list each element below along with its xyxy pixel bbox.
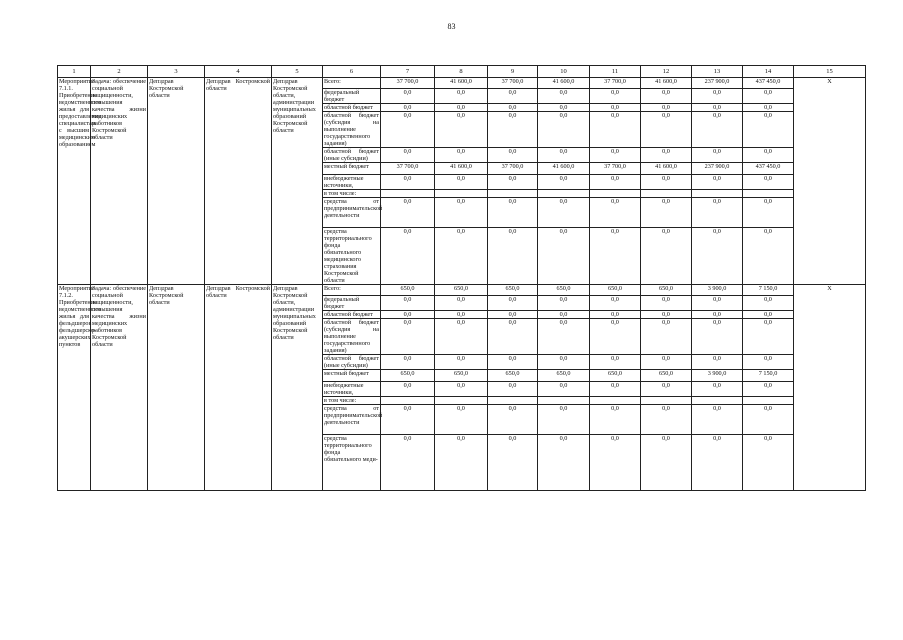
amount-cell: 0,0 (692, 175, 743, 190)
amount-cell: 0,0 (488, 89, 538, 104)
amount-cell (641, 397, 692, 405)
amount-cell: 237 900,0 (692, 163, 743, 175)
amount-cell: 0,0 (641, 104, 692, 112)
amount-cell: 0,0 (488, 319, 538, 355)
amount-cell (641, 190, 692, 198)
amount-cell (538, 190, 590, 198)
amount-cell: 3 900,0 (692, 285, 743, 296)
amount-cell: 0,0 (743, 296, 794, 311)
column-header: 9 (488, 66, 538, 78)
amount-cell: 237 900,0 (692, 78, 743, 89)
amount-cell: 0,0 (435, 112, 488, 148)
column-header: 3 (148, 66, 205, 78)
amount-cell: 0,0 (381, 148, 435, 163)
amount-cell: 0,0 (743, 89, 794, 104)
amount-cell: 0,0 (743, 382, 794, 397)
column-header: 8 (435, 66, 488, 78)
amount-cell: 0,0 (381, 435, 435, 491)
column-header: 6 (323, 66, 381, 78)
amount-cell: 0,0 (538, 148, 590, 163)
amount-cell (743, 190, 794, 198)
funding-source-label: местный бюджет (323, 370, 381, 382)
amount-cell: 0,0 (641, 405, 692, 435)
amount-cell: 0,0 (590, 382, 641, 397)
amount-cell: 0,0 (435, 89, 488, 104)
program-table (57, 65, 866, 491)
amount-cell: 0,0 (435, 228, 488, 285)
funding-source-label: местный бюджет (323, 163, 381, 175)
amount-cell: 41 600,0 (538, 163, 590, 175)
indicator-mark: X (794, 285, 866, 491)
task-description: Задача: обеспечение социальной защищенности, повышения качества жизни медицинских работников Костромской области (91, 78, 148, 285)
amount-cell: 650,0 (538, 370, 590, 382)
amount-cell: 0,0 (538, 104, 590, 112)
funding-source-label: средства от предпринимательской деятельности (323, 198, 381, 228)
amount-cell: 0,0 (538, 405, 590, 435)
funding-source-label: областной бюджет (субсидия на выполнение государственного задания) (324, 112, 379, 147)
amount-cell: 7 150,0 (743, 285, 794, 296)
amount-cell: 0,0 (743, 104, 794, 112)
amount-cell (743, 397, 794, 405)
amount-cell: 0,0 (488, 355, 538, 370)
amount-cell: 0,0 (538, 198, 590, 228)
amount-cell: 0,0 (488, 148, 538, 163)
amount-cell (435, 397, 488, 405)
amount-cell: 0,0 (590, 405, 641, 435)
amount-cell: 0,0 (590, 319, 641, 355)
amount-cell: 0,0 (435, 198, 488, 228)
amount-cell: 0,0 (381, 175, 435, 190)
column-header: 15 (794, 66, 866, 78)
amount-cell: 650,0 (435, 285, 488, 296)
amount-cell (381, 397, 435, 405)
table-row (58, 78, 866, 89)
amount-cell (692, 190, 743, 198)
amount-cell: 0,0 (538, 228, 590, 285)
funding-source-label: областной бюджет (323, 311, 381, 319)
amount-cell: 0,0 (692, 382, 743, 397)
funding-source-label: средства от предпринимательской деятельности (323, 405, 381, 435)
funding-source-label: внебюджетные источники, (323, 382, 381, 397)
amount-cell: 0,0 (692, 112, 743, 148)
amount-cell: 0,0 (743, 228, 794, 285)
amount-cell: 0,0 (641, 228, 692, 285)
measure-name: Мероприятие 7.1.1. Приобретение ведомственного жилья для предоставления специалистам с высшим медицинским образованием (58, 78, 91, 285)
column-header: 5 (272, 66, 323, 78)
amount-cell: 0,0 (641, 198, 692, 228)
column-header: 12 (641, 66, 692, 78)
amount-cell: 0,0 (381, 405, 435, 435)
amount-cell: 0,0 (590, 296, 641, 311)
amount-cell: 650,0 (381, 370, 435, 382)
amount-cell: 0,0 (381, 311, 435, 319)
amount-cell: 0,0 (488, 175, 538, 190)
amount-cell: 41 600,0 (538, 78, 590, 89)
column-header: 10 (538, 66, 590, 78)
amount-cell (488, 397, 538, 405)
amount-cell: 650,0 (641, 370, 692, 382)
amount-cell: 0,0 (538, 89, 590, 104)
amount-cell: 0,0 (692, 104, 743, 112)
amount-cell: 0,0 (590, 311, 641, 319)
task-description: Задача: обеспечение социальной защищенности, повышения качества жизни медицинских работников Костромской области (91, 285, 148, 491)
column-header: 4 (205, 66, 272, 78)
amount-cell: 0,0 (538, 175, 590, 190)
column-header: 14 (743, 66, 794, 78)
amount-cell: 41 600,0 (435, 163, 488, 175)
amount-cell: 0,0 (488, 198, 538, 228)
amount-cell: 37 700,0 (381, 78, 435, 89)
amount-cell: 0,0 (435, 405, 488, 435)
amount-cell: 650,0 (538, 285, 590, 296)
measure-name: Мероприятие 7.1.2. Приобретение ведомственного жилья для фельдшеров фельдшерско-акушерских пунктов (58, 285, 91, 491)
amount-cell: 0,0 (743, 311, 794, 319)
amount-cell: 37 700,0 (590, 78, 641, 89)
amount-cell (590, 397, 641, 405)
funding-source-label: областной бюджет (иные субсидии) (324, 148, 379, 162)
amount-cell: 0,0 (381, 104, 435, 112)
participants: Депздрав Костромской области, администрации муниципальных образований Костромской области (272, 78, 323, 285)
amount-cell: 0,0 (641, 175, 692, 190)
amount-cell: 0,0 (538, 382, 590, 397)
amount-cell: 0,0 (641, 112, 692, 148)
amount-cell: 0,0 (692, 435, 743, 491)
amount-cell: 0,0 (641, 148, 692, 163)
amount-cell: 0,0 (743, 319, 794, 355)
amount-cell: 0,0 (538, 296, 590, 311)
amount-cell (381, 190, 435, 198)
amount-cell: 0,0 (435, 148, 488, 163)
amount-cell: 0,0 (590, 435, 641, 491)
amount-cell: 650,0 (488, 285, 538, 296)
amount-cell: 0,0 (641, 296, 692, 311)
amount-cell: 0,0 (488, 311, 538, 319)
amount-cell (538, 397, 590, 405)
amount-cell: 0,0 (590, 104, 641, 112)
page-number: 83 (447, 22, 456, 31)
amount-cell: 0,0 (743, 148, 794, 163)
column-header: 11 (590, 66, 641, 78)
amount-cell: 0,0 (743, 175, 794, 190)
amount-cell: 0,0 (590, 112, 641, 148)
funding-source-label: федеральный бюджет (323, 89, 381, 104)
responsible-executor: Депздрав Костромской области (148, 78, 205, 285)
amount-cell: 0,0 (743, 112, 794, 148)
amount-cell: 437 450,0 (743, 163, 794, 175)
amount-cell: 0,0 (590, 175, 641, 190)
funding-source-label: областной бюджет (субсидия на выполнение государственного задания) (324, 319, 379, 354)
amount-cell: 650,0 (641, 285, 692, 296)
amount-cell: 7 150,0 (743, 370, 794, 382)
amount-cell: 0,0 (435, 175, 488, 190)
amount-cell: 0,0 (743, 435, 794, 491)
amount-cell: 0,0 (641, 355, 692, 370)
amount-cell: 0,0 (381, 355, 435, 370)
table-row (58, 285, 866, 296)
amount-cell: 650,0 (488, 370, 538, 382)
amount-cell: 0,0 (538, 355, 590, 370)
amount-cell: 0,0 (743, 198, 794, 228)
amount-cell: 0,0 (641, 435, 692, 491)
co-executor: Депздрав Костромской области (205, 78, 272, 285)
amount-cell: 0,0 (692, 148, 743, 163)
funding-source-label: Всего: (323, 78, 381, 89)
amount-cell: 0,0 (435, 311, 488, 319)
co-executor: Депздрав Костромской области (205, 285, 272, 491)
amount-cell: 0,0 (381, 89, 435, 104)
amount-cell: 0,0 (488, 228, 538, 285)
participants: Депздрав Костромской области, администрации муниципальных образований Костромской области (272, 285, 323, 491)
funding-source-label: средства территориального фонда обязательного медицинского страхования Костромской области (323, 228, 381, 285)
amount-cell: 0,0 (435, 319, 488, 355)
amount-cell (488, 190, 538, 198)
amount-cell: 0,0 (435, 435, 488, 491)
amount-cell: 41 600,0 (641, 163, 692, 175)
amount-cell (692, 397, 743, 405)
amount-cell: 0,0 (381, 112, 435, 148)
amount-cell: 0,0 (641, 311, 692, 319)
amount-cell: 0,0 (590, 148, 641, 163)
column-header: 1 (58, 66, 91, 78)
amount-cell: 0,0 (381, 228, 435, 285)
amount-cell: 37 700,0 (590, 163, 641, 175)
amount-cell: 0,0 (488, 104, 538, 112)
amount-cell: 0,0 (538, 319, 590, 355)
amount-cell: 0,0 (435, 355, 488, 370)
amount-cell: 650,0 (435, 370, 488, 382)
amount-cell: 0,0 (641, 319, 692, 355)
amount-cell: 0,0 (692, 311, 743, 319)
amount-cell (435, 190, 488, 198)
amount-cell: 0,0 (381, 382, 435, 397)
funding-source-label: внебюджетные источники, (323, 175, 381, 190)
amount-cell: 0,0 (538, 311, 590, 319)
column-header: 2 (91, 66, 148, 78)
amount-cell: 0,0 (488, 405, 538, 435)
amount-cell: 0,0 (435, 382, 488, 397)
amount-cell: 0,0 (692, 355, 743, 370)
amount-cell: 0,0 (381, 296, 435, 311)
amount-cell: 0,0 (641, 89, 692, 104)
amount-cell: 37 700,0 (488, 163, 538, 175)
amount-cell: 0,0 (488, 296, 538, 311)
funding-source-label: областной бюджет (иные субсидии) (324, 355, 379, 369)
amount-cell: 437 450,0 (743, 78, 794, 89)
amount-cell: 0,0 (743, 355, 794, 370)
amount-cell: 0,0 (488, 382, 538, 397)
funding-source-label: областной бюджет (323, 104, 381, 112)
amount-cell: 37 700,0 (381, 163, 435, 175)
amount-cell: 0,0 (590, 198, 641, 228)
amount-cell: 0,0 (538, 112, 590, 148)
amount-cell: 650,0 (590, 370, 641, 382)
header-row (58, 66, 866, 78)
amount-cell: 0,0 (692, 89, 743, 104)
funding-source-label: в том числе: (323, 190, 381, 198)
amount-cell: 0,0 (590, 355, 641, 370)
amount-cell: 41 600,0 (641, 78, 692, 89)
amount-cell: 650,0 (590, 285, 641, 296)
indicator-mark: X (794, 78, 866, 285)
column-header: 13 (692, 66, 743, 78)
amount-cell: 41 600,0 (435, 78, 488, 89)
amount-cell: 0,0 (488, 112, 538, 148)
funding-source-label: средства территориального фонда обязательного меди- (323, 435, 381, 491)
funding-source-label: Всего: (323, 285, 381, 296)
amount-cell: 0,0 (435, 104, 488, 112)
amount-cell: 0,0 (641, 382, 692, 397)
funding-source-label: федеральный бюджет (323, 296, 381, 311)
amount-cell: 3 900,0 (692, 370, 743, 382)
amount-cell: 0,0 (692, 198, 743, 228)
amount-cell: 0,0 (381, 319, 435, 355)
amount-cell: 0,0 (692, 405, 743, 435)
funding-source-label: в том числе: (323, 397, 381, 405)
amount-cell: 0,0 (692, 228, 743, 285)
amount-cell: 0,0 (743, 405, 794, 435)
amount-cell: 0,0 (590, 228, 641, 285)
amount-cell: 0,0 (692, 319, 743, 355)
amount-cell: 37 700,0 (488, 78, 538, 89)
amount-cell: 0,0 (435, 296, 488, 311)
amount-cell: 650,0 (381, 285, 435, 296)
amount-cell: 0,0 (538, 435, 590, 491)
amount-cell: 0,0 (692, 296, 743, 311)
column-header: 7 (381, 66, 435, 78)
amount-cell: 0,0 (590, 89, 641, 104)
amount-cell (590, 190, 641, 198)
responsible-executor: Депздрав Костромской области (148, 285, 205, 491)
amount-cell: 0,0 (488, 435, 538, 491)
amount-cell: 0,0 (381, 198, 435, 228)
